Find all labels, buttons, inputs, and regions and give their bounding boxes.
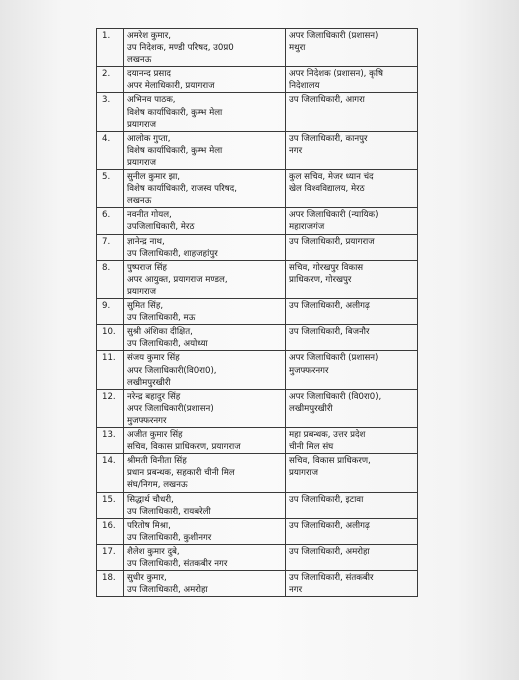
officer-cell bbox=[124, 93, 286, 131]
serial-number: 13. bbox=[97, 428, 124, 454]
serial-number: 7. bbox=[97, 234, 124, 260]
officer-line: अपर आयुक्त, प्रयागराज मण्डल, bbox=[127, 274, 228, 285]
posting-cell bbox=[286, 170, 418, 208]
officer-line: विशेष कार्याधिकारी, राजस्व परिषद, bbox=[127, 184, 237, 195]
posting-line: नगर bbox=[289, 145, 303, 156]
officer-line: अमरेश कुमार, bbox=[127, 31, 172, 41]
posting-cell bbox=[286, 571, 418, 597]
posting-line: उप जिलाधिकारी, अमरोहा bbox=[289, 546, 370, 557]
posting-line: अपर जिलाधिकारी (न्यायिक) bbox=[289, 210, 379, 221]
table-row bbox=[97, 170, 418, 208]
officer-cell bbox=[124, 67, 286, 93]
officer-line: अपर जिलाधिकारी(वि0रा0), bbox=[127, 365, 217, 376]
officer-line: श्रीमती विनीता सिंह bbox=[127, 456, 187, 467]
officer-line: सुधीर कुमार, bbox=[127, 573, 167, 584]
officer-cell bbox=[124, 131, 286, 169]
serial-number: 6. bbox=[97, 208, 124, 234]
serial-number: 11. bbox=[97, 351, 124, 389]
posting-cell bbox=[286, 428, 418, 454]
posting-cell bbox=[286, 93, 418, 131]
officer-line: लखनऊ bbox=[127, 196, 152, 207]
posting-line: महा प्रबन्धक, उत्तर प्रदेश bbox=[289, 430, 366, 441]
officer-line: संजय कुमार सिंह bbox=[127, 353, 180, 364]
officer-cell bbox=[124, 428, 286, 454]
serial-number: 2. bbox=[97, 67, 124, 93]
officer-line: प्रधान प्रबन्धक, सहकारी चीनी मिल bbox=[127, 468, 235, 479]
posting-cell bbox=[286, 29, 418, 67]
officer-line: परितोष मिश्रा, bbox=[127, 520, 171, 531]
serial-number: 3. bbox=[97, 93, 124, 131]
posting-line: उप जिलाधिकारी, इटावा bbox=[289, 494, 364, 505]
officer-cell bbox=[124, 325, 286, 351]
posting-line: खेल विश्वविद्यालय, मेरठ bbox=[289, 184, 365, 195]
posting-line: कुल सचिव, मेजर ध्यान चंद bbox=[289, 172, 374, 183]
serial-number: 9. bbox=[97, 299, 124, 325]
officer-cell bbox=[124, 234, 286, 260]
serial-number: 4. bbox=[97, 131, 124, 169]
serial-number: 15. bbox=[97, 492, 124, 518]
serial-number: 8. bbox=[97, 260, 124, 298]
serial-number: 10. bbox=[97, 325, 124, 351]
posting-line: उप जिलाधिकारी, संतकबीर bbox=[289, 573, 374, 584]
officer-line: प्रयागराज bbox=[127, 286, 157, 297]
transfer-table bbox=[96, 28, 418, 597]
posting-line: महाराजगंज bbox=[289, 222, 325, 233]
posting-line: उप जिलाधिकारी, अलीगढ़ bbox=[289, 520, 370, 531]
table-row bbox=[97, 571, 418, 597]
posting-line: चीनी मिल संघ bbox=[289, 442, 334, 453]
officer-cell bbox=[124, 389, 286, 427]
posting-line: प्राधिकरण, गोरखपुर bbox=[289, 274, 352, 285]
posting-line: मथुरा bbox=[289, 43, 306, 54]
serial-number: 5. bbox=[97, 170, 124, 208]
posting-line: मुजफ्फरनगर bbox=[289, 365, 329, 376]
table-row bbox=[97, 234, 418, 260]
posting-cell bbox=[286, 260, 418, 298]
officer-line: सुश्री अंशिका दीक्षित, bbox=[127, 327, 193, 338]
serial-number: 14. bbox=[97, 454, 124, 492]
officer-cell bbox=[124, 518, 286, 544]
posting-cell bbox=[286, 325, 418, 351]
posting-cell bbox=[286, 234, 418, 260]
table-row bbox=[97, 544, 418, 570]
officer-cell bbox=[124, 170, 286, 208]
table-row bbox=[97, 93, 418, 131]
transfer-table-body bbox=[97, 29, 418, 597]
officer-line: दयानन्द प्रसाद bbox=[127, 69, 171, 80]
officer-line: उप जिलाधिकारी, अयोध्या bbox=[127, 339, 208, 350]
table-row bbox=[97, 428, 418, 454]
posting-line: लखीमपुरखीरी bbox=[289, 403, 333, 414]
posting-line: अपर जिलाधिकारी (प्रशासन) bbox=[289, 31, 379, 41]
posting-cell bbox=[286, 389, 418, 427]
table-row bbox=[97, 29, 418, 67]
posting-cell bbox=[286, 131, 418, 169]
officer-line: उप जिलाधिकारी, कुशीनगर bbox=[127, 532, 212, 543]
officer-line: संघ/निगम, लखनऊ bbox=[127, 480, 188, 491]
posting-line: निदेशालय bbox=[289, 81, 320, 92]
table-row bbox=[97, 351, 418, 389]
posting-cell bbox=[286, 492, 418, 518]
table-row bbox=[97, 208, 418, 234]
posting-cell bbox=[286, 351, 418, 389]
posting-cell bbox=[286, 67, 418, 93]
officer-cell bbox=[124, 208, 286, 234]
officer-line: लखनऊ bbox=[127, 55, 152, 66]
officer-line: सिद्धार्थ चौधरी, bbox=[127, 494, 174, 505]
officer-line: शैलेश कुमार दुबे, bbox=[127, 546, 180, 557]
serial-number: 1. bbox=[97, 29, 124, 67]
officer-line: उपजिलाधिकारी, मेरठ bbox=[127, 222, 195, 233]
officer-line: उप जिलाधिकारी, रायबरेली bbox=[127, 506, 211, 517]
officer-cell bbox=[124, 29, 286, 67]
officer-cell bbox=[124, 454, 286, 492]
officer-line: नरेन्द्र बहादुर सिंह bbox=[127, 391, 181, 402]
posting-line: सचिव, गोरखपुर विकास bbox=[289, 262, 364, 273]
officer-line: सुनील कुमार झा, bbox=[127, 172, 181, 183]
serial-number: 18. bbox=[97, 571, 124, 597]
table-row bbox=[97, 389, 418, 427]
officer-line: अपर मेलाधिकारी, प्रयागराज bbox=[127, 81, 215, 92]
officer-line: प्रयागराज bbox=[127, 119, 157, 130]
officer-cell bbox=[124, 351, 286, 389]
officer-line: पुष्पराज सिंह bbox=[127, 262, 167, 273]
officer-line: उप जिलाधिकारी, संतकबीर नगर bbox=[127, 558, 228, 569]
officer-line: आलोक गुप्ता, bbox=[127, 133, 171, 144]
officer-line: सुमित सिंह, bbox=[127, 301, 164, 312]
table-row bbox=[97, 131, 418, 169]
serial-number: 12. bbox=[97, 389, 124, 427]
posting-line: सचिव, विकास प्राधिकरण, bbox=[289, 456, 371, 467]
posting-line: अपर निदेशक (प्रशासन), कृषि bbox=[289, 69, 383, 80]
officer-cell bbox=[124, 571, 286, 597]
posting-line: नगर bbox=[289, 585, 303, 596]
posting-cell bbox=[286, 518, 418, 544]
table-row bbox=[97, 518, 418, 544]
officer-cell bbox=[124, 544, 286, 570]
table-row bbox=[97, 325, 418, 351]
posting-cell bbox=[286, 208, 418, 234]
table-row bbox=[97, 67, 418, 93]
posting-line: उप जिलाधिकारी, आगरा bbox=[289, 95, 365, 106]
posting-line: उप जिलाधिकारी, कानपुर bbox=[289, 133, 368, 144]
posting-line: प्रयागराज bbox=[289, 468, 319, 479]
officer-line: अभिनव पाठक, bbox=[127, 95, 176, 106]
officer-line: सचिव, विकास प्राधिकरण, प्रयागराज bbox=[127, 442, 241, 453]
officer-line: उप जिलाधिकारी, शाहजहांपुर bbox=[127, 248, 218, 259]
table-row bbox=[97, 492, 418, 518]
posting-line: उप जिलाधिकारी, अलीगढ़ bbox=[289, 301, 370, 312]
table-row bbox=[97, 299, 418, 325]
table-row bbox=[97, 454, 418, 492]
officer-line: विशेष कार्याधिकारी, कुम्भ मेला bbox=[127, 145, 223, 156]
officer-line: प्रयागराज bbox=[127, 157, 157, 168]
officer-line: मुजफ्फरनगर bbox=[127, 415, 167, 426]
officer-line: लखीमपुरखीरी bbox=[127, 377, 171, 388]
officer-cell bbox=[124, 492, 286, 518]
posting-line: अपर जिलाधिकारी (प्रशासन) bbox=[289, 353, 379, 364]
officer-cell bbox=[124, 260, 286, 298]
officer-line: अजीत कुमार सिंह bbox=[127, 430, 183, 441]
serial-number: 16. bbox=[97, 518, 124, 544]
officer-line: ज्ञानेन्द्र नाथ, bbox=[127, 236, 165, 247]
officer-cell bbox=[124, 299, 286, 325]
table-row bbox=[97, 260, 418, 298]
posting-cell bbox=[286, 544, 418, 570]
officer-line: उप जिलाधिकारी, अमरोहा bbox=[127, 585, 208, 596]
posting-cell bbox=[286, 299, 418, 325]
posting-line: उप जिलाधिकारी, प्रयागराज bbox=[289, 236, 375, 247]
officer-line: उप जिलाधिकारी, मऊ bbox=[127, 313, 196, 324]
posting-line: अपर जिलाधिकारी (वि0रा0), bbox=[289, 391, 382, 402]
officer-line: अपर जिलाधिकारी(प्रशासन) bbox=[127, 403, 214, 414]
officer-line: उप निदेशक, मण्डी परिषद, उ0प्र0 bbox=[127, 43, 234, 54]
posting-cell bbox=[286, 454, 418, 492]
officer-line: विशेष कार्याधिकारी, कुम्भ मेला bbox=[127, 107, 223, 118]
officer-line: नवनीत गोयल, bbox=[127, 210, 172, 221]
serial-number: 17. bbox=[97, 544, 124, 570]
posting-line: उप जिलाधिकारी, बिजनौर bbox=[289, 327, 370, 338]
